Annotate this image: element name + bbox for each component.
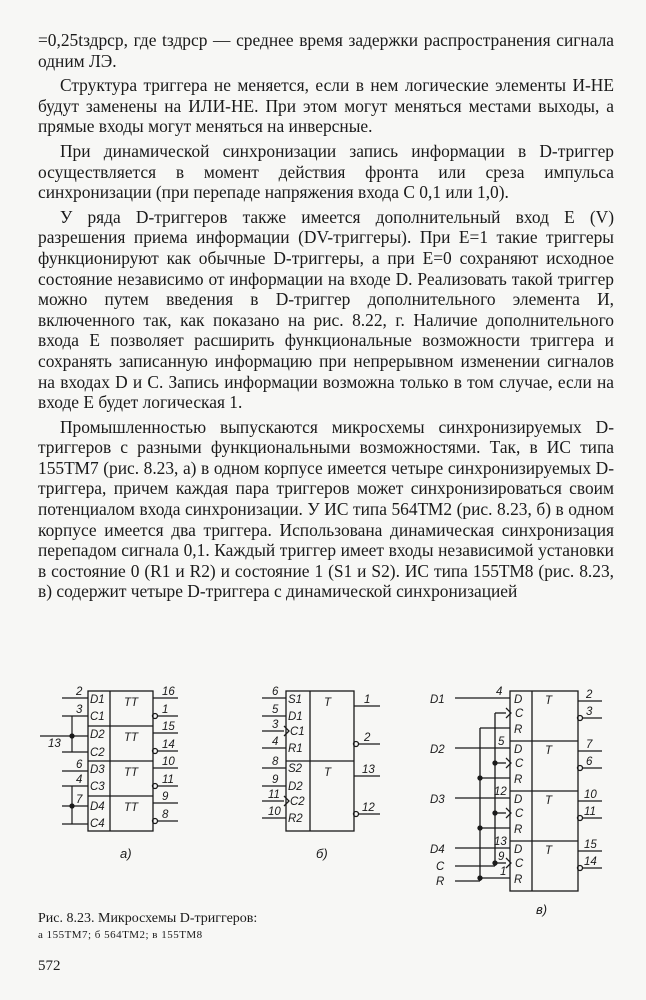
- fig-c-signal-1: D2: [430, 744, 445, 756]
- fig-c-cell-in-c: C: [515, 708, 524, 720]
- fig-a-pin-l0: 2: [76, 686, 83, 698]
- diagram-a: [40, 686, 178, 861]
- fig-a-input-7: C4: [90, 818, 105, 830]
- fig-c-signal-0: D1: [430, 694, 445, 706]
- paragraph-1: Структура триггера не меняется, если в нем логические элементы И-НЕ будут заменены на ИЛИ-НЕ. При этом могут меняться местами выходы, а прямые входы могут меняться на инверсные.: [38, 75, 614, 137]
- fig-b-cell-1: T: [324, 767, 332, 779]
- fig-a-pin-r5: 11: [162, 774, 174, 786]
- caption-title: Рис. 8.23. Микросхемы D-триггеров:: [38, 911, 258, 926]
- fig-c-cell-3: T: [545, 845, 553, 857]
- fig-a-input-4: D3: [90, 764, 105, 776]
- fig-c-cell3-in-c: C: [515, 808, 524, 820]
- fig-c-pin-r3: 6: [586, 756, 593, 768]
- fig-c-cell4-in-r: R: [514, 874, 523, 886]
- fig-a-pin-l1: 3: [76, 704, 83, 716]
- fig-c-pin-l4: 9: [498, 851, 505, 863]
- fig-b-cell-0: T: [324, 697, 332, 709]
- fig-b-pin-l5: 9: [272, 774, 279, 786]
- fig-c-cell-2: T: [545, 795, 553, 807]
- fig-c-cell4-in-d: D: [514, 844, 523, 856]
- fig-c-signal-3: D4: [430, 844, 445, 856]
- fig-c-pin-r6: 15: [584, 839, 597, 851]
- fig-a-input-3: C2: [90, 747, 105, 759]
- fig-a-input-5: C3: [90, 781, 105, 793]
- fig-b-pin-l4: 8: [272, 756, 279, 768]
- fig-b-pin-r2: 13: [362, 764, 375, 776]
- fig-b-input-6: C2: [290, 796, 305, 808]
- fig-c-cell2-in-c: C: [515, 758, 524, 770]
- fig-c-pin-l5: 1: [500, 866, 507, 878]
- fig-c-pin-r0: 2: [586, 689, 593, 701]
- fig-c-pin-r5: 11: [584, 806, 596, 818]
- fig-b-pin-r3: 12: [362, 802, 375, 814]
- paragraph-3: У ряда D-триггеров также имеется дополнительный вход E (V) разрешения приема информации (DV-триггеры). При E=1 такие триггеры функционируют как обычные D-триггеры, а при E=0 сохраняют исходное состояние независимо от информации на входе D. Реализовать такой триггер можно путем введения в D-триггер дополнительного элемента И, включенного так, как показано на рис. 8.22, г. Наличие дополнительного входа E позволяет расширить функциональные возможности триггера и сохранять записанную информацию при непрерывном изменении сигналов на входах D и C. Запись информации возможна только в том случае, если на входе E будет логическая 1.: [38, 206, 614, 413]
- fig-c-cell2-in-r: R: [514, 774, 523, 786]
- paragraph-4: Промышленностью выпускаются микросхемы синхронизируемых D-триггеров с разными функциональными возможностями. Так, в ИС типа 155ТМ7 (рис. 8.23, а) в одном корпусе имеется четыре синхронизируемых D-триггера, причем каждая пара триггеров может синхронизироваться своим потенциалом входа синхронизации. У ИС типа 564ТМ2 (рис. 8.23, б) в одном корпусе имеется два триггера. Использована динамическая синхронизация перепадом сигнала 0,1. Каждый триггер имеет входы независимой установки в состояние 0 (R1 и R2) и состояние 1 (S1 и S2). ИС типа 155ТМ8 (рис. 8.23, в) содержит четыре D-триггера с динамической синхронизацией: [38, 416, 614, 602]
- figure-caption: [38, 910, 458, 944]
- fig-c-pin-r7: 14: [584, 856, 597, 868]
- fig-a-input-1: C1: [90, 711, 105, 723]
- fig-c-cell2-in-d: D: [514, 744, 523, 756]
- paragraph-2: При динамической синхронизации запись информации в D-триггер осуществляется в момент действия фронта или среза импульса синхронизации (при перепаде напряжения входа C 0,1 или 1,0).: [38, 140, 614, 203]
- fig-b-input-4: S2: [288, 763, 303, 775]
- fig-a-pin-l5: 7: [76, 794, 83, 806]
- fig-c-pin-r1: 3: [586, 706, 593, 718]
- fig-c-signal-4: C: [436, 861, 445, 873]
- caption-sub: а 155ТМ7; б 564ТМ2; в 155ТМ8: [38, 929, 203, 941]
- fig-a-pin-l3: 6: [76, 759, 83, 771]
- fig-c-pin-l2: 12: [494, 786, 507, 798]
- diagram-b: [262, 686, 380, 861]
- fig-c-cell-1: T: [545, 745, 553, 757]
- fig-c-cell3-in-d: D: [514, 794, 523, 806]
- page-number: 572: [38, 958, 61, 974]
- fig-a-pin-r4: 10: [162, 756, 175, 768]
- fig-b-input-0: S1: [288, 694, 303, 706]
- fig-b-pin-r1: 2: [364, 732, 371, 744]
- fig-c-cell4-in-c: C: [515, 858, 524, 870]
- fig-c-pin-r2: 7: [586, 739, 593, 751]
- fig-b-pin-l7: 10: [268, 806, 281, 818]
- fig-c-pin-l1: 5: [498, 736, 505, 748]
- fig-c-pin-l3: 13: [494, 836, 507, 848]
- fig-c-cell-in-d: D: [514, 694, 523, 706]
- fig-b-input-3: R1: [288, 743, 303, 755]
- fig-a-pin-r0: 16: [162, 686, 175, 698]
- fig-a-pin-l4: 4: [76, 774, 83, 786]
- fig-b-input-1: D1: [288, 711, 303, 723]
- fig-c-pin-r4: 10: [584, 789, 597, 801]
- fig-a-pin-r7: 8: [162, 809, 169, 821]
- fig-a-pin-r2: 15: [162, 721, 175, 733]
- fig-b-pin-l0: 6: [272, 686, 279, 698]
- fig-a-pin-r6: 9: [162, 791, 169, 803]
- fig-c-cell3-in-r: R: [514, 824, 523, 836]
- figure-8-23: [0, 676, 646, 926]
- diagram-c: [430, 686, 602, 917]
- fig-a-pin-r3: 14: [162, 739, 175, 751]
- fig-b-pin-l6: 11: [268, 789, 280, 801]
- fig-b-pin-r0: 1: [364, 694, 371, 706]
- fig-c-pin-l0: 4: [496, 686, 503, 698]
- fig-b-input-2: C1: [290, 726, 305, 738]
- fig-a-input-6: D4: [90, 801, 105, 813]
- body-text: [38, 30, 614, 606]
- fig-c-label: в): [536, 902, 548, 917]
- fig-a-cell-0: TT: [124, 697, 139, 709]
- fig-a-cell-3: TT: [124, 802, 139, 814]
- fig-a-pin-l2: 13: [48, 738, 61, 750]
- fig-b-pin-l3: 4: [272, 736, 279, 748]
- fig-a-label: а): [120, 846, 132, 861]
- fig-b-input-7: R2: [288, 813, 303, 825]
- fig-a-pin-r1: 1: [162, 704, 169, 716]
- fig-a-cell-2: TT: [124, 767, 139, 779]
- fig-a-cell-1: TT: [124, 732, 139, 744]
- fig-a-input-2: D2: [90, 729, 105, 741]
- fig-b-pin-l1: 5: [272, 704, 279, 716]
- fig-b-label: б): [316, 846, 328, 861]
- fig-b-pin-l2: 3: [272, 719, 279, 731]
- fig-b-input-5: D2: [288, 781, 303, 793]
- fig-c-signal-5: R: [436, 876, 445, 888]
- fig-c-cell-0: T: [545, 695, 553, 707]
- fig-c-cell-in-r: R: [514, 724, 523, 736]
- paragraph-0: =0,25tздрср, где tздрср — среднее время задержки распространения сигнала одним ЛЭ.: [38, 30, 614, 71]
- fig-c-signal-2: D3: [430, 794, 445, 806]
- fig-a-input-0: D1: [90, 694, 105, 706]
